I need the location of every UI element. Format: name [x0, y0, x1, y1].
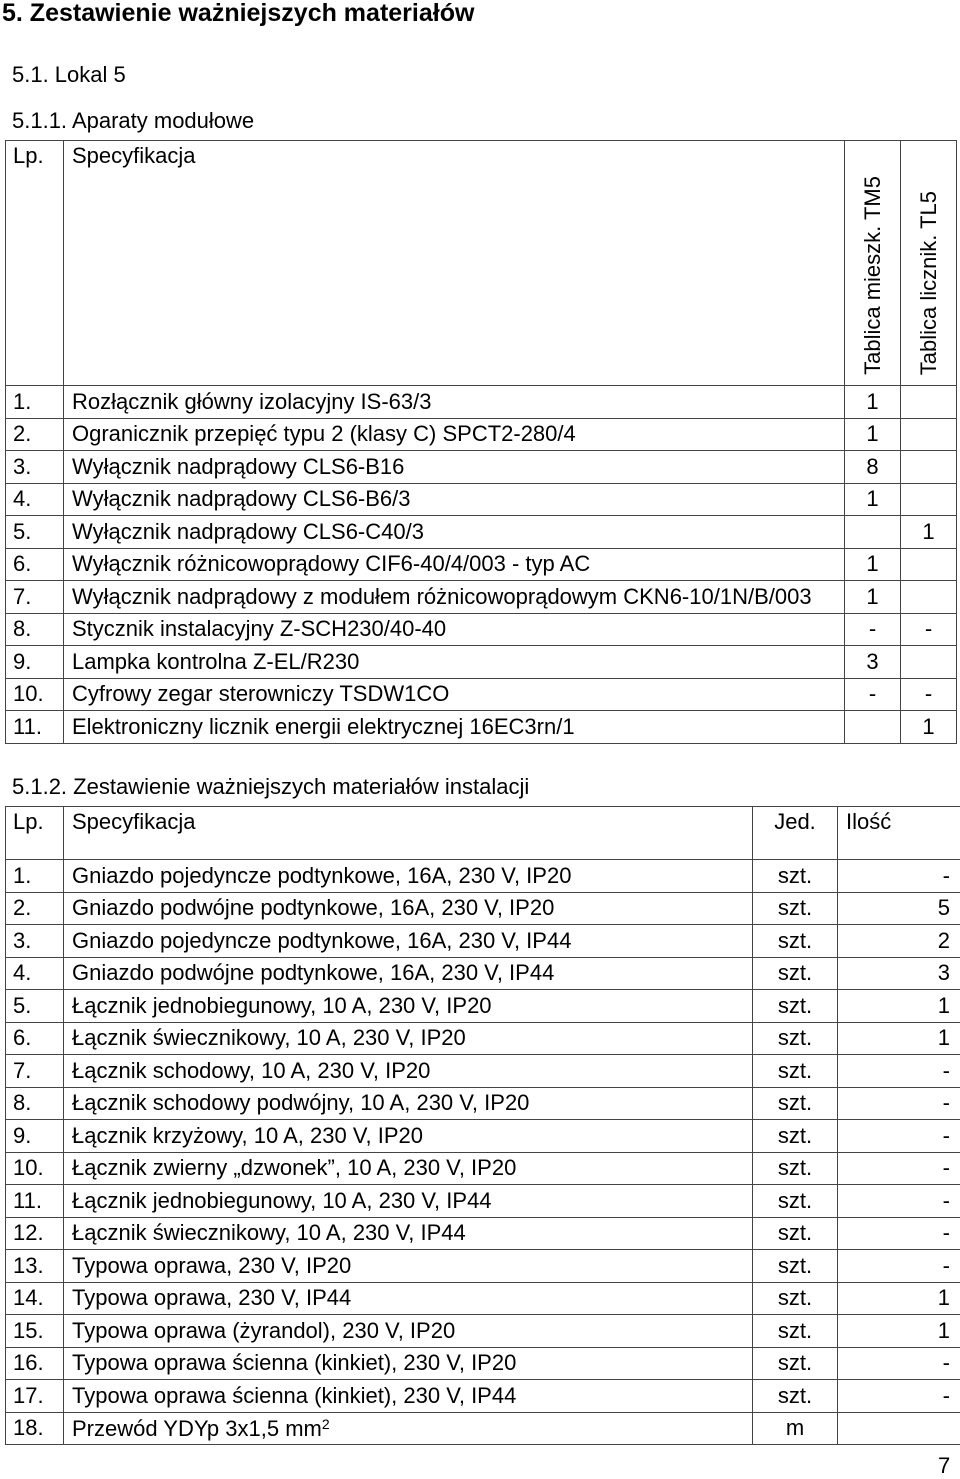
table-row: [6, 1022, 960, 1055]
row-qty-tm5: 8: [845, 451, 901, 484]
table-row: [6, 483, 957, 516]
row-quantity: -: [838, 1087, 960, 1120]
table-row: [6, 1380, 960, 1413]
row-spec: Łącznik zwierny „dzwonek”, 10 A, 230 V, IP20: [64, 1152, 753, 1185]
row-quantity: -: [838, 1185, 960, 1218]
row-lp: 2.: [6, 418, 64, 451]
section-title-lokal-5: 5.1. Lokal 5: [12, 62, 126, 88]
row-spec: Łącznik świecznikowy, 10 A, 230 V, IP20: [64, 1022, 753, 1055]
row-quantity: 1: [838, 1282, 960, 1315]
table-row: [6, 990, 960, 1023]
row-lp: 3.: [6, 451, 64, 484]
row-spec: Elektroniczny licznik energii elektrycznej 16EC3rn/1: [64, 711, 845, 744]
page-number: 7: [938, 1453, 950, 1479]
row-qty-tl5: [901, 386, 957, 419]
row-spec: Typowa oprawa, 230 V, IP20: [64, 1250, 753, 1283]
row-quantity: -: [838, 1120, 960, 1153]
row-spec: Wyłącznik nadprądowy z modułem różnicowoprądowym CKN6-10/1N/B/003: [64, 581, 845, 614]
header-tl5-label: Tablica licznik. TL5: [918, 191, 940, 375]
row-lp: 4.: [6, 483, 64, 516]
header-ilosc: Ilość: [838, 807, 960, 860]
row-qty-tl5: [901, 418, 957, 451]
table-row: [6, 1347, 960, 1380]
row-spec: Wyłącznik nadprądowy CLS6-B6/3: [64, 483, 845, 516]
row-qty-tm5: -: [845, 613, 901, 646]
table-row: [6, 1250, 960, 1283]
row-spec: Wyłącznik nadprądowy CLS6-B16: [64, 451, 845, 484]
row-qty-tm5: 1: [845, 548, 901, 581]
row-qty-tm5: 1: [845, 581, 901, 614]
row-spec: Typowa oprawa, 230 V, IP44: [64, 1282, 753, 1315]
row-lp: 3.: [6, 925, 64, 958]
table-row: [6, 418, 957, 451]
table-row: [6, 678, 957, 711]
table-row: [6, 1087, 960, 1120]
row-lp: 18.: [6, 1412, 64, 1445]
row-lp: 8.: [6, 613, 64, 646]
row-qty-tm5: [845, 711, 901, 744]
row-spec: Rozłącznik główny izolacyjny IS-63/3: [64, 386, 845, 419]
header-spec: Specyfikacja: [64, 807, 753, 860]
row-spec: Gniazdo podwójne podtynkowe, 16A, 230 V, IP20: [64, 892, 753, 925]
row-spec: Typowa oprawa ścienna (kinkiet), 230 V, IP44: [64, 1380, 753, 1413]
header-spec: Specyfikacja: [64, 141, 845, 386]
row-quantity: 1: [838, 1315, 960, 1348]
row-qty-tl5: 1: [901, 516, 957, 549]
row-spec: Gniazdo pojedyncze podtynkowe, 16A, 230 V, IP20: [64, 860, 753, 893]
row-unit: szt.: [753, 1250, 838, 1283]
table-row: [6, 1185, 960, 1218]
row-quantity: 3: [838, 957, 960, 990]
row-spec: Typowa oprawa (żyrandol), 230 V, IP20: [64, 1315, 753, 1348]
table-row: [6, 646, 957, 679]
row-lp: 7.: [6, 1055, 64, 1088]
row-lp: 13.: [6, 1250, 64, 1283]
table-row: [6, 386, 957, 419]
row-unit: szt.: [753, 1152, 838, 1185]
table-row: [6, 1055, 960, 1088]
row-lp: 12.: [6, 1217, 64, 1250]
table-row: [6, 581, 957, 614]
table-row: [6, 1315, 960, 1348]
row-unit: szt.: [753, 1087, 838, 1120]
row-unit: szt.: [753, 1055, 838, 1088]
row-qty-tl5: [901, 483, 957, 516]
row-quantity: -: [838, 1217, 960, 1250]
table-row: [6, 1217, 960, 1250]
row-spec: Wyłącznik nadprądowy CLS6-C40/3: [64, 516, 845, 549]
row-lp: 4.: [6, 957, 64, 990]
row-qty-tl5: [901, 646, 957, 679]
row-lp: 15.: [6, 1315, 64, 1348]
row-unit: szt.: [753, 1315, 838, 1348]
row-unit: szt.: [753, 860, 838, 893]
row-qty-tl5: 1: [901, 711, 957, 744]
header-jed: Jed.: [753, 807, 838, 860]
row-quantity: [838, 1412, 960, 1445]
row-unit: szt.: [753, 1282, 838, 1315]
row-lp: 16.: [6, 1347, 64, 1380]
row-unit: szt.: [753, 957, 838, 990]
row-lp: 1.: [6, 386, 64, 419]
row-quantity: -: [838, 1152, 960, 1185]
row-lp: 7.: [6, 581, 64, 614]
row-spec: Cyfrowy zegar sterowniczy TSDW1CO: [64, 678, 845, 711]
row-spec: Typowa oprawa ścienna (kinkiet), 230 V, IP20: [64, 1347, 753, 1380]
row-unit: szt.: [753, 990, 838, 1023]
table-row: [6, 1282, 960, 1315]
row-spec: Łącznik schodowy, 10 A, 230 V, IP20: [64, 1055, 753, 1088]
header-tl5: [901, 141, 957, 386]
row-unit: szt.: [753, 1120, 838, 1153]
row-quantity: -: [838, 1055, 960, 1088]
row-unit: szt.: [753, 1347, 838, 1380]
row-qty-tm5: 1: [845, 418, 901, 451]
row-unit: szt.: [753, 892, 838, 925]
row-quantity: -: [838, 1380, 960, 1413]
row-unit: szt.: [753, 1217, 838, 1250]
row-spec: Lampka kontrolna Z-EL/R230: [64, 646, 845, 679]
subsection-title-materialy: 5.1.2. Zestawienie ważniejszych materiałów instalacji: [12, 774, 529, 800]
row-lp: 11.: [6, 1185, 64, 1218]
row-lp: 1.: [6, 860, 64, 893]
unit-superscript: 2: [322, 1416, 330, 1432]
row-spec-text: Przewód YDYp 3x1,5 mm: [72, 1416, 322, 1441]
header-tm5: [845, 141, 901, 386]
row-spec: Gniazdo podwójne podtynkowe, 16A, 230 V, IP44: [64, 957, 753, 990]
table-row: [6, 548, 957, 581]
row-unit: szt.: [753, 1380, 838, 1413]
row-lp: 5.: [6, 990, 64, 1023]
row-spec: [64, 1412, 753, 1445]
row-unit: szt.: [753, 1022, 838, 1055]
row-spec: Łącznik schodowy podwójny, 10 A, 230 V, IP20: [64, 1087, 753, 1120]
row-qty-tl5: [901, 451, 957, 484]
row-qty-tl5: [901, 548, 957, 581]
row-spec: Ogranicznik przepięć typu 2 (klasy C) SPCT2-280/4: [64, 418, 845, 451]
row-spec: Łącznik jednobiegunowy, 10 A, 230 V, IP20: [64, 990, 753, 1023]
row-quantity: 1: [838, 1022, 960, 1055]
table-row: [6, 1120, 960, 1153]
row-qty-tm5: 1: [845, 483, 901, 516]
row-lp: 10.: [6, 678, 64, 711]
table-row: [6, 925, 960, 958]
row-spec: Łącznik krzyżowy, 10 A, 230 V, IP20: [64, 1120, 753, 1153]
row-lp: 14.: [6, 1282, 64, 1315]
table-row: [6, 860, 960, 893]
row-lp: 10.: [6, 1152, 64, 1185]
table-row: [6, 711, 957, 744]
row-lp: 8.: [6, 1087, 64, 1120]
table-row: [6, 613, 957, 646]
row-spec: Łącznik świecznikowy, 10 A, 230 V, IP44: [64, 1217, 753, 1250]
table-row: [6, 957, 960, 990]
row-qty-tm5: [845, 516, 901, 549]
row-unit: szt.: [753, 925, 838, 958]
row-quantity: -: [838, 860, 960, 893]
row-lp: 5.: [6, 516, 64, 549]
row-qty-tm5: -: [845, 678, 901, 711]
row-spec: Łącznik jednobiegunowy, 10 A, 230 V, IP44: [64, 1185, 753, 1218]
materials-table: [5, 806, 960, 1445]
row-lp: 9.: [6, 1120, 64, 1153]
row-qty-tm5: 3: [845, 646, 901, 679]
row-quantity: -: [838, 1250, 960, 1283]
row-unit: szt.: [753, 1185, 838, 1218]
row-qty-tm5: 1: [845, 386, 901, 419]
header-lp: Lp.: [6, 807, 64, 860]
materials-table-header: [6, 807, 960, 860]
header-tm5-label: Tablica mieszk. TM5: [862, 176, 884, 375]
row-lp: 2.: [6, 892, 64, 925]
apparatus-table: [5, 140, 957, 744]
row-lp: 6.: [6, 1022, 64, 1055]
row-unit: m: [753, 1412, 838, 1445]
row-quantity: -: [838, 1347, 960, 1380]
row-spec: Gniazdo pojedyncze podtynkowe, 16A, 230 V, IP44: [64, 925, 753, 958]
row-lp: 6.: [6, 548, 64, 581]
table-row: [6, 451, 957, 484]
row-qty-tl5: -: [901, 613, 957, 646]
table-row: [6, 1412, 960, 1445]
header-lp: Lp.: [6, 141, 64, 386]
row-lp: 17.: [6, 1380, 64, 1413]
row-qty-tl5: [901, 581, 957, 614]
row-qty-tl5: -: [901, 678, 957, 711]
table-row: [6, 516, 957, 549]
table-row: [6, 892, 960, 925]
document-heading: 5. Zestawienie ważniejszych materiałów: [2, 0, 474, 28]
row-quantity: 2: [838, 925, 960, 958]
subsection-title-aparaty: 5.1.1. Aparaty modułowe: [12, 108, 254, 134]
row-lp: 11.: [6, 711, 64, 744]
row-spec: Stycznik instalacyjny Z-SCH230/40-40: [64, 613, 845, 646]
row-quantity: 5: [838, 892, 960, 925]
apparatus-table-header: [6, 141, 957, 386]
row-quantity: 1: [838, 990, 960, 1023]
row-lp: 9.: [6, 646, 64, 679]
table-row: [6, 1152, 960, 1185]
row-spec: Wyłącznik różnicowoprądowy CIF6-40/4/003 - typ AC: [64, 548, 845, 581]
